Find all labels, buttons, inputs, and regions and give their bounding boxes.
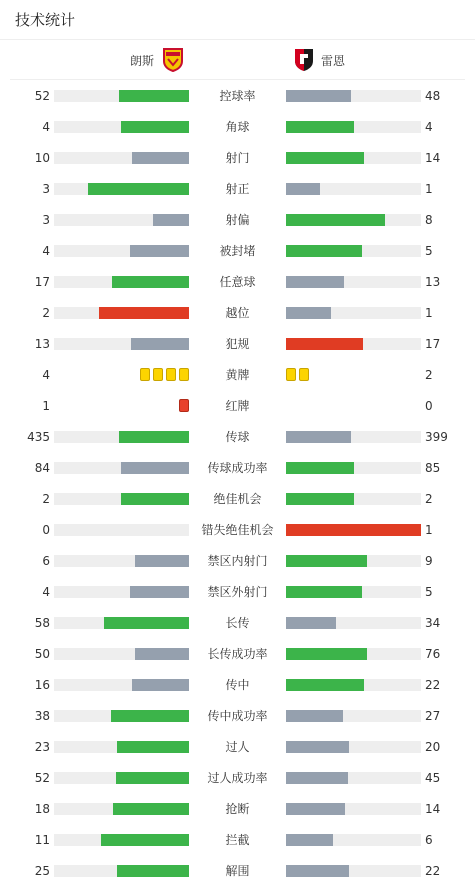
away-value: 34 <box>425 616 441 630</box>
away-bar <box>286 214 385 226</box>
home-value: 84 <box>34 461 50 475</box>
away-value: 1 <box>425 523 433 537</box>
away-bar-track <box>286 431 421 443</box>
home-value: 25 <box>34 864 50 878</box>
home-bar <box>121 493 189 505</box>
stat-label: 传球 <box>225 430 250 444</box>
stat-label: 控球率 <box>219 89 256 103</box>
away-value: 85 <box>425 461 441 475</box>
home-value: 10 <box>34 151 50 165</box>
home-bar-track <box>54 741 189 753</box>
home-value: 4 <box>42 244 50 258</box>
stat-label: 绝佳机会 <box>213 492 262 506</box>
away-value: 5 <box>425 585 433 599</box>
stat-row <box>0 86 475 106</box>
away-bar <box>286 183 320 195</box>
home-bar <box>113 803 189 815</box>
away-bar <box>286 493 354 505</box>
away-bar <box>286 462 354 474</box>
away-team-name: 雷恩 <box>321 53 346 68</box>
home-bar-track <box>54 431 189 443</box>
home-value: 52 <box>34 89 50 103</box>
home-bar-track <box>54 772 189 784</box>
home-value: 1 <box>42 399 50 413</box>
home-bar <box>119 90 189 102</box>
away-value: 22 <box>425 678 441 692</box>
away-bar-track <box>286 524 421 536</box>
home-bar <box>153 214 189 226</box>
home-team[interactable] <box>130 48 184 72</box>
home-value: 52 <box>34 771 50 785</box>
away-value: 8 <box>425 213 433 227</box>
teams-row <box>10 40 465 80</box>
stat-row <box>0 272 475 292</box>
stat-label: 禁区外射门 <box>207 585 268 599</box>
stat-row <box>0 520 475 540</box>
away-bar-track <box>286 679 421 691</box>
away-bar-track <box>286 276 421 288</box>
stat-row <box>0 179 475 199</box>
stat-label: 射偏 <box>225 213 250 227</box>
home-cards <box>140 368 189 382</box>
yellow-card-icon <box>153 368 163 381</box>
stat-label: 射正 <box>225 182 250 196</box>
away-value: 0 <box>425 399 433 413</box>
home-bar-track <box>54 617 189 629</box>
away-bar <box>286 710 343 722</box>
home-bar <box>135 648 189 660</box>
away-bar-track <box>286 865 421 877</box>
red-card-icon <box>179 399 189 412</box>
home-bar-track <box>54 524 189 536</box>
home-bar-track <box>54 462 189 474</box>
away-bar <box>286 152 364 164</box>
away-value: 48 <box>425 89 441 103</box>
away-bar <box>286 648 367 660</box>
stat-row <box>0 117 475 137</box>
away-value: 1 <box>425 306 433 320</box>
yellow-card-icon <box>179 368 189 381</box>
yellow-card-icon <box>286 368 296 381</box>
yellow-card-icon <box>299 368 309 381</box>
away-bar <box>286 834 333 846</box>
away-bar-track <box>286 493 421 505</box>
stat-label: 禁区内射门 <box>207 554 268 568</box>
stat-label: 错失绝佳机会 <box>201 523 274 537</box>
stat-label: 长传成功率 <box>207 647 268 661</box>
home-bar-track <box>54 276 189 288</box>
home-bar-track <box>54 493 189 505</box>
home-bar-track <box>54 679 189 691</box>
away-bar-track <box>286 772 421 784</box>
away-value: 9 <box>425 554 433 568</box>
away-bar <box>286 679 364 691</box>
away-value: 1 <box>425 182 433 196</box>
away-value: 5 <box>425 244 433 258</box>
home-bar <box>99 307 189 319</box>
stat-row <box>0 613 475 633</box>
home-value: 11 <box>34 833 50 847</box>
away-bar <box>286 276 344 288</box>
away-value: 14 <box>425 802 441 816</box>
away-bar <box>286 90 351 102</box>
stat-row <box>0 799 475 819</box>
home-bar <box>130 245 189 257</box>
stat-row <box>0 148 475 168</box>
stat-row <box>0 706 475 726</box>
home-value: 6 <box>42 554 50 568</box>
stat-row <box>0 489 475 509</box>
stat-label: 越位 <box>225 306 250 320</box>
home-value: 13 <box>34 337 50 351</box>
away-bar <box>286 307 331 319</box>
home-bar-track <box>54 338 189 350</box>
away-team[interactable] <box>293 48 345 72</box>
stat-row <box>0 241 475 261</box>
home-bar <box>111 710 189 722</box>
home-value: 435 <box>27 430 50 444</box>
home-value: 18 <box>34 802 50 816</box>
home-bar <box>119 431 189 443</box>
away-bar <box>286 741 349 753</box>
home-bar-track <box>54 586 189 598</box>
away-bar <box>286 865 349 877</box>
away-bar-track <box>286 710 421 722</box>
home-bar-track <box>54 121 189 133</box>
home-value: 2 <box>42 492 50 506</box>
stat-row <box>0 582 475 602</box>
away-value: 2 <box>425 492 433 506</box>
away-bar <box>286 338 363 350</box>
stat-label: 被封堵 <box>219 244 256 258</box>
stat-row <box>0 830 475 850</box>
stat-label: 拦截 <box>225 833 250 847</box>
stat-label: 长传 <box>225 616 250 630</box>
home-value: 17 <box>34 275 50 289</box>
stat-row <box>0 768 475 788</box>
home-team-badge-icon <box>162 48 184 72</box>
away-bar <box>286 772 348 784</box>
stat-row <box>0 396 475 416</box>
away-bar-track <box>286 617 421 629</box>
stat-row <box>0 303 475 323</box>
away-bar-track <box>286 245 421 257</box>
away-value: 20 <box>425 740 441 754</box>
away-bar <box>286 245 362 257</box>
home-bar <box>130 586 189 598</box>
home-value: 16 <box>34 678 50 692</box>
stat-row <box>0 861 475 881</box>
away-value: 27 <box>425 709 441 723</box>
stat-row <box>0 551 475 571</box>
away-team-badge-icon <box>293 48 315 72</box>
home-bar-track <box>54 152 189 164</box>
stat-label: 传球成功率 <box>207 461 268 475</box>
away-bar-track <box>286 152 421 164</box>
stat-label: 任意球 <box>219 275 256 289</box>
away-bar-track <box>286 741 421 753</box>
stat-label: 黄牌 <box>225 368 250 382</box>
home-bar <box>132 152 189 164</box>
away-value: 14 <box>425 151 441 165</box>
stat-row <box>0 365 475 385</box>
stat-label: 传中成功率 <box>207 709 268 723</box>
home-value: 3 <box>42 182 50 196</box>
away-bar-track <box>286 555 421 567</box>
stat-label: 传中 <box>225 678 250 692</box>
away-value: 45 <box>425 771 441 785</box>
home-bar <box>117 741 189 753</box>
away-bar <box>286 431 351 443</box>
home-value: 4 <box>42 120 50 134</box>
away-bar-track <box>286 586 421 598</box>
home-bar <box>112 276 189 288</box>
home-bar-track <box>54 710 189 722</box>
away-value: 6 <box>425 833 433 847</box>
home-value: 2 <box>42 306 50 320</box>
home-bar <box>135 555 189 567</box>
home-bar <box>132 679 189 691</box>
home-value: 4 <box>42 585 50 599</box>
home-bar-track <box>54 183 189 195</box>
home-value: 23 <box>34 740 50 754</box>
home-bar <box>121 462 189 474</box>
stat-row <box>0 210 475 230</box>
away-bar <box>286 121 354 133</box>
home-team-name: 朗斯 <box>129 53 154 68</box>
away-bar <box>286 803 345 815</box>
header <box>0 0 475 40</box>
home-bar-track <box>54 245 189 257</box>
home-bar <box>116 772 189 784</box>
home-bar-track <box>54 648 189 660</box>
away-bar-track <box>286 214 421 226</box>
home-bar-track <box>54 307 189 319</box>
stat-label: 抢断 <box>225 802 250 816</box>
stat-row <box>0 737 475 757</box>
home-bar-track <box>54 555 189 567</box>
away-bar-track <box>286 648 421 660</box>
home-value: 3 <box>42 213 50 227</box>
stat-label: 过人成功率 <box>207 771 268 785</box>
away-value: 4 <box>425 120 433 134</box>
yellow-card-icon <box>140 368 150 381</box>
away-bar-track <box>286 834 421 846</box>
stat-row <box>0 458 475 478</box>
page-title: 技术统计 <box>15 11 76 29</box>
away-bar-track <box>286 338 421 350</box>
yellow-card-icon <box>166 368 176 381</box>
stat-label: 角球 <box>225 120 250 134</box>
away-value: 13 <box>425 275 441 289</box>
home-bar <box>131 338 189 350</box>
home-cards <box>179 399 189 413</box>
home-bar-track <box>54 834 189 846</box>
home-bar-track <box>54 865 189 877</box>
home-bar <box>104 617 189 629</box>
home-bar <box>117 865 189 877</box>
stat-label: 红牌 <box>225 399 250 413</box>
stat-row <box>0 644 475 664</box>
home-value: 50 <box>34 647 50 661</box>
home-bar <box>101 834 189 846</box>
away-bar-track <box>286 90 421 102</box>
away-bar-track <box>286 307 421 319</box>
away-bar <box>286 617 336 629</box>
home-bar <box>121 121 189 133</box>
home-bar <box>88 183 189 195</box>
home-value: 0 <box>42 523 50 537</box>
home-value: 38 <box>34 709 50 723</box>
home-bar-track <box>54 803 189 815</box>
away-bar-track <box>286 462 421 474</box>
stat-label: 解围 <box>225 864 250 878</box>
away-value: 2 <box>425 368 433 382</box>
stat-row <box>0 427 475 447</box>
home-bar-track <box>54 90 189 102</box>
away-bar <box>286 524 421 536</box>
home-value: 4 <box>42 368 50 382</box>
home-value: 58 <box>34 616 50 630</box>
away-value: 17 <box>425 337 441 351</box>
stat-row <box>0 334 475 354</box>
stat-label: 射门 <box>225 151 250 165</box>
away-value: 399 <box>425 430 448 444</box>
stat-label: 犯规 <box>225 337 250 351</box>
away-bar <box>286 586 362 598</box>
stat-label: 过人 <box>225 740 250 754</box>
away-bar <box>286 555 367 567</box>
away-value: 22 <box>425 864 441 878</box>
away-bar-track <box>286 183 421 195</box>
away-bar-track <box>286 803 421 815</box>
away-value: 76 <box>425 647 441 661</box>
away-bar-track <box>286 121 421 133</box>
stat-row <box>0 675 475 695</box>
away-cards <box>286 368 309 382</box>
home-bar-track <box>54 214 189 226</box>
